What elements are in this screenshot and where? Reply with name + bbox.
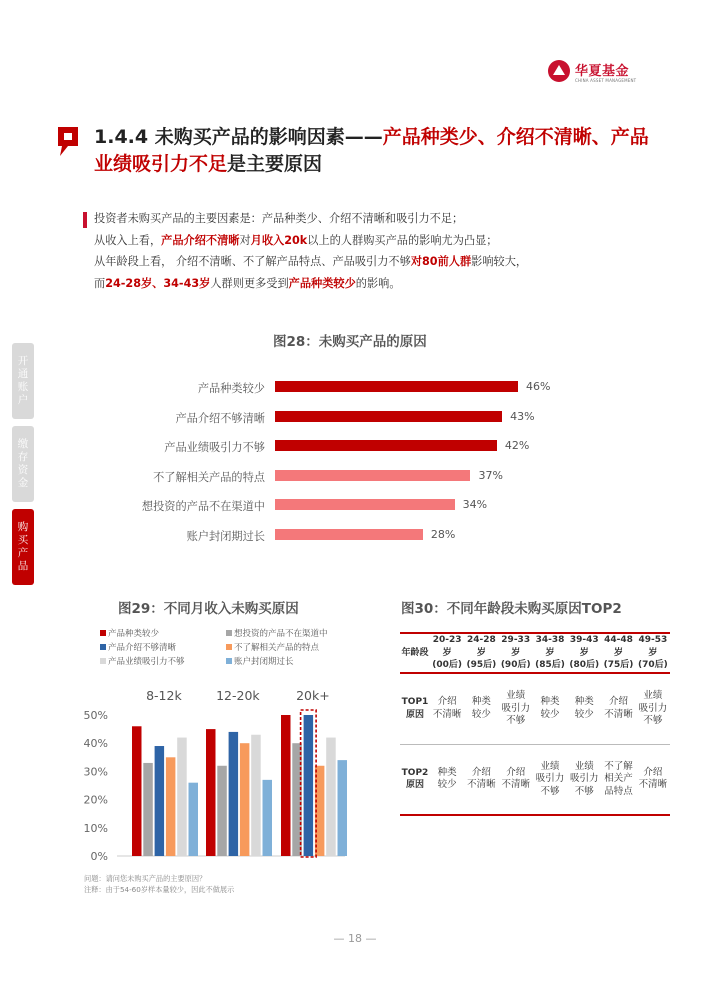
- age-group-header: [636, 633, 670, 673]
- intro-highlight: 对80前人群: [410, 255, 472, 268]
- chart29-ytick-label: 50%: [83, 709, 108, 722]
- legend-label: 账户封闭期过长: [234, 657, 294, 667]
- chart29-bar: [166, 757, 176, 856]
- age-group-header: [464, 633, 498, 673]
- chart28-category-label: 产品介绍不够清晰: [175, 411, 265, 425]
- table-cell-text: 不清晰: [604, 708, 633, 720]
- table-cell-text: 不够: [643, 715, 663, 726]
- heading-suffix: 是主要原因: [227, 153, 323, 175]
- chart29-bar: [240, 743, 250, 856]
- table-corner-header: [400, 633, 430, 673]
- table-cell-text: (70后): [637, 660, 668, 670]
- table-cell-text: 24-28岁: [467, 635, 496, 658]
- table-cell-text: 业绩: [540, 760, 560, 772]
- table-cell-text: 不够: [574, 785, 594, 797]
- table-cell-text: 不清晰: [501, 779, 530, 791]
- side-nav-open-account[interactable]: 开通账户: [12, 343, 34, 419]
- chart28-category-label: 产品业绩吸引力不够: [164, 441, 265, 455]
- chart29-bar: [263, 780, 273, 856]
- legend-label: 产品业绩吸引力不够: [108, 657, 185, 667]
- intro-text: 从收入上看，: [94, 233, 162, 247]
- chart29-bar: [338, 760, 348, 856]
- chart-notes: [84, 873, 234, 895]
- table-cell-text: 较少: [437, 779, 457, 791]
- table-cell-text: 种类: [574, 696, 594, 708]
- table-cell: [499, 673, 533, 745]
- table-cell: [464, 673, 498, 745]
- table-cell-text: 不够: [540, 785, 560, 797]
- table-cell-text: 介绍: [506, 766, 526, 778]
- table-cell-text: (75后): [603, 660, 634, 670]
- table-cell: [430, 673, 464, 745]
- logo-subtitle: CHINA ASSET MANAGEMENT: [575, 78, 637, 83]
- table-cell-text: 较少: [574, 708, 594, 720]
- chart28-value-label: 37%: [478, 468, 503, 482]
- table-cell-text: 44-48岁: [604, 635, 633, 658]
- table-header-row: [400, 633, 670, 673]
- table-cell-text: 不清晰: [638, 779, 668, 791]
- chart29-title: 图29：不同月收入未购买原因: [118, 601, 299, 617]
- table-cell-text: 相关产: [604, 773, 633, 784]
- table-cell-text: (85后): [535, 660, 565, 670]
- page-number: — 18 —: [333, 932, 377, 945]
- age-group-header: [430, 633, 464, 673]
- intro-highlight: 产品介绍不清晰: [161, 233, 240, 247]
- intro-text: 对: [239, 233, 251, 247]
- intro-text: 人群则更多受到: [210, 276, 289, 290]
- table-cell-text: 原因: [405, 780, 424, 791]
- chart29-ytick-label: 40%: [83, 737, 108, 751]
- chart29-bar: [177, 738, 187, 856]
- intro-text: 影响较大，: [471, 255, 528, 268]
- intro-text: 以上的人群购买产品的影响尤为凸显；: [307, 233, 498, 247]
- table-cell-text: (00后): [432, 660, 463, 670]
- table-cell-text: 39-43岁: [569, 635, 599, 658]
- table-cell-text: 介绍: [643, 766, 663, 778]
- age-group-header: [601, 633, 635, 673]
- heading-highlight: 产品种类少、介绍不清晰、产品业绩吸引力不足: [94, 126, 649, 175]
- note-question: 问题：请问您未购买产品的主要原因？: [84, 874, 207, 883]
- side-nav-deposit-funds[interactable]: 缴存资金: [12, 426, 34, 502]
- table-cell: [464, 745, 498, 815]
- chart29-ytick-label: 0%: [90, 850, 108, 863]
- table-cell-text: 业绩: [506, 690, 526, 701]
- side-nav-buy-products[interactable]: 购买产品: [12, 509, 34, 585]
- intro-highlight: 24-28岁、34-43岁: [105, 276, 211, 290]
- table-cell: [533, 673, 567, 745]
- table-cell-text: 种类: [540, 696, 560, 708]
- intro-line-1: 投资者未购买产品的主要因素是：产品种类少、介绍不清晰和吸引力不足；: [94, 212, 464, 225]
- chart29-category-label: 8-12k: [146, 688, 182, 703]
- chart28-value-label: 34%: [462, 498, 488, 512]
- table-cell-text: 吸引力: [535, 773, 565, 784]
- table-cell-text: 介绍: [437, 696, 457, 708]
- table-row-header: [400, 745, 430, 815]
- table-cell-text: (95后): [466, 660, 497, 670]
- table-cell: [499, 745, 533, 815]
- chart29-category-label: 20k+: [296, 688, 330, 703]
- chart28-title: 图28：未购买产品的原因: [273, 334, 427, 350]
- table-cell-text: (90后): [500, 660, 531, 670]
- table-cell-text: 20-23岁: [432, 635, 462, 658]
- table-cell-text: 不够: [506, 715, 526, 726]
- page-number-value: 18: [348, 932, 362, 945]
- intro-text: 从年龄段上看， 介绍不清晰、不了解产品特点、产品吸引力不够: [94, 255, 411, 268]
- table-cell: [533, 745, 567, 815]
- chart28-value-label: 43%: [510, 409, 535, 423]
- legend-label: 产品介绍不够清晰: [108, 643, 177, 653]
- chart29-bar: [229, 732, 239, 856]
- logo-name: 华夏基金: [575, 64, 630, 79]
- table-cell-text: 种类: [471, 696, 491, 708]
- age-reasons-table: [400, 632, 670, 816]
- chart29-category-label: 12-20k: [216, 688, 260, 703]
- table-cell-text: 较少: [540, 708, 560, 720]
- chart29-bar: [132, 726, 142, 856]
- table-cell-text: 49-53岁: [638, 635, 668, 658]
- heading-prefix: 1.4.4 未购买产品的影响因素——: [94, 126, 383, 148]
- table-cell: [636, 745, 670, 815]
- table-cell-text: 业绩: [643, 690, 663, 701]
- chart29-bar: [143, 763, 153, 856]
- chart28-category-label: 想投资的产品不在渠道中: [141, 500, 265, 514]
- chart29-bar: [217, 766, 227, 856]
- table-cell-text: TOP2: [401, 767, 429, 778]
- table-cell: [601, 745, 635, 815]
- table-cell-text: 种类: [437, 766, 457, 778]
- intro-text: 而: [94, 276, 106, 290]
- table-cell-text: TOP1: [401, 697, 429, 708]
- chart29-ytick-label: 10%: [83, 821, 108, 835]
- age-group-header: [533, 633, 567, 673]
- table-cell-text: 年龄段: [401, 647, 429, 658]
- note-remark: 注释：由于54-60岁样本量较少，因此不做展示: [84, 885, 235, 894]
- legend-label: 想投资的产品不在渠道中: [234, 629, 328, 639]
- table-cell: [636, 673, 670, 745]
- legend-label: 产品种类较少: [108, 629, 160, 639]
- chart29-bar: [206, 729, 216, 856]
- intro-highlight: 月收入20k: [250, 233, 308, 247]
- table-cell-text: 吸引力: [638, 702, 668, 714]
- table30-title: 图30：不同年龄段未购买原因TOP2: [401, 601, 622, 617]
- intro-text: 的影响。: [355, 276, 401, 290]
- table-cell-text: 吸引力: [501, 702, 530, 714]
- table-cell-text: 介绍: [471, 766, 491, 778]
- chart29-bar: [281, 715, 291, 856]
- chart29-svg: [0, 0, 360, 870]
- chart29-bar: [189, 783, 199, 856]
- chart28-category-label: 产品种类较少: [197, 382, 265, 395]
- legend-label: 不了解相关产品的特点: [234, 643, 320, 653]
- age-group-header: [567, 633, 601, 673]
- table-cell: [567, 745, 601, 815]
- chart28-value-label: 46%: [526, 380, 551, 393]
- chart29-ytick-label: 20%: [83, 793, 108, 807]
- table-cell-text: 不清晰: [432, 708, 462, 720]
- table-row-header: [400, 673, 430, 745]
- table-cell-text: 34-38岁: [535, 635, 565, 658]
- chart28-category-label: 账户封闭期过长: [186, 530, 265, 543]
- table-row: [400, 673, 670, 745]
- chart28-value-label: 28%: [430, 528, 456, 541]
- table-cell-text: 不了解: [604, 760, 633, 772]
- table-cell-text: 29-33岁: [501, 635, 531, 658]
- table-cell-text: 较少: [471, 708, 491, 720]
- chart29-bar: [155, 746, 165, 856]
- chart29-ytick-label: 30%: [83, 765, 108, 779]
- intro-highlight: 产品种类较少: [288, 276, 356, 290]
- table-row: [400, 745, 670, 815]
- chart29-bar: [304, 715, 314, 856]
- chart29-bar: [251, 735, 261, 856]
- table-cell-text: 不清晰: [467, 779, 496, 791]
- table-cell-text: 原因: [405, 709, 424, 720]
- table-cell-text: 品特点: [604, 785, 633, 797]
- table-cell: [567, 673, 601, 745]
- chart29-bar: [326, 738, 336, 856]
- table-cell: [430, 745, 464, 815]
- table-cell: [601, 673, 635, 745]
- table-cell-text: (80后): [569, 660, 600, 670]
- chart28-value-label: 42%: [504, 439, 530, 453]
- chart28-category-label: 不了解相关产品的特点: [153, 470, 265, 484]
- age-group-header: [499, 633, 533, 673]
- table-cell-text: 介绍: [609, 696, 629, 708]
- table-cell-text: 吸引力: [570, 773, 599, 784]
- table-cell-text: 业绩: [574, 760, 594, 772]
